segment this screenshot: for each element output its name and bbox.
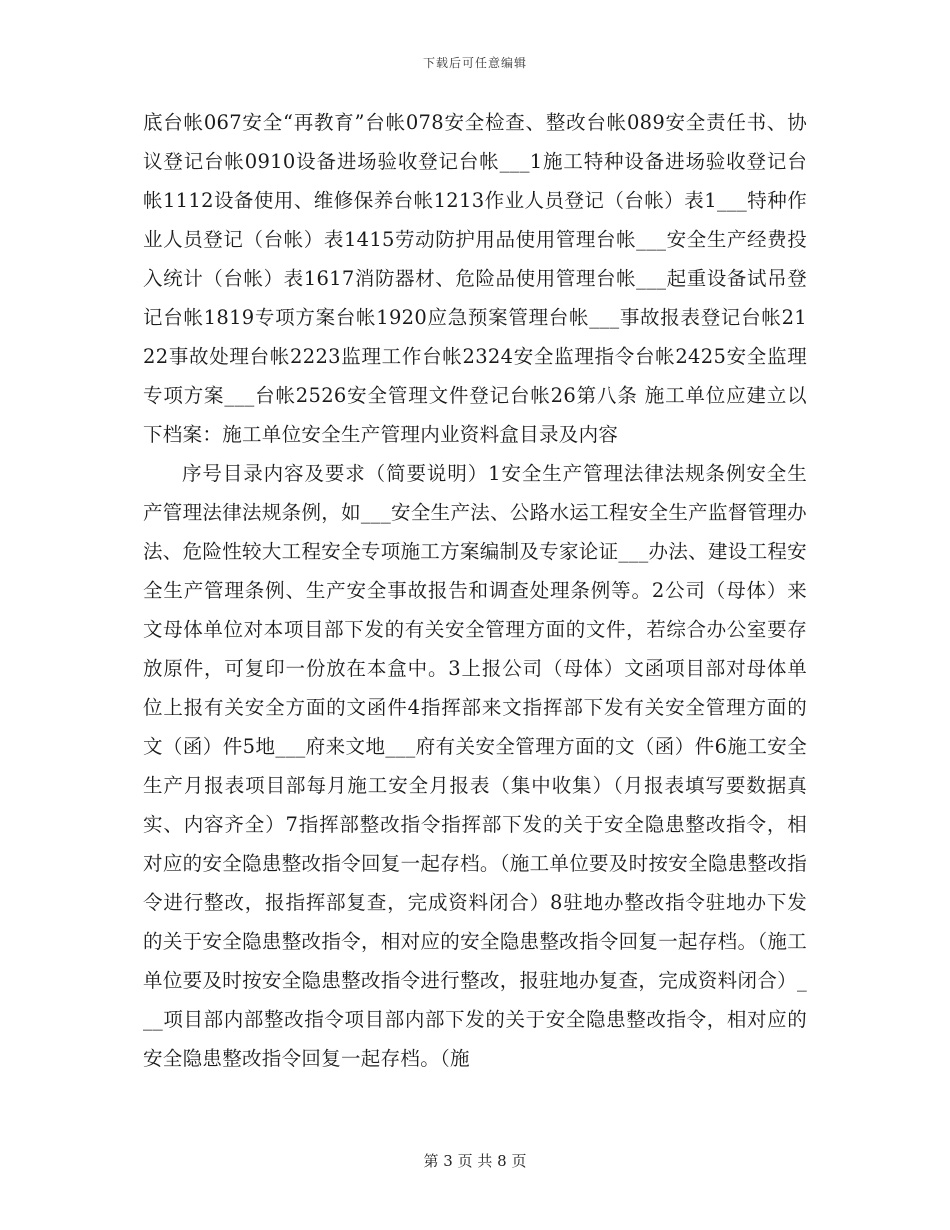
body-paragraph-2: 序号目录内容及要求（简要说明）1安全生产管理法律法规条例安全生产管理法律法规条例，如___安全生产法、公路水运工程安全生产监督管理办法、危险性较大工程安全专项施工方案编制及专家论证___办法、建设工程安全生产管理条例、生产安全事故报告和调查处理条例等。2公司（母体）来文母体单位对本项目部下发的有关安全管理方面的文件，若综合办公室要存放原件，可复印一份放在本盒中。3上报公司（母体）文函项目部对母体单位上报有关安全方面的文函件4指挥部来文指挥部下发有关安全管理方面的文（函）件5地___府来文地___府有关安全管理方面的文（函）件6施工安全生产月报表项目部每月施工安全月报表（集中收集）（月报表填写要数据真实、内容齐全）7指挥部整改指令指挥部下发的关于安全隐患整改指令，相对应的安全隐患整改指令回复一起存档。（施工单位要及时按安全隐患整改指令进行整改，报指挥部复查，完成资料闭合）8驻地办整改指令驻地办下发的关于安全隐患整改指令，相对应的安全隐患整改指令回复一起存档。（施工单位要及时按安全隐患整改指令进行整改，报驻地办复查，完成资料闭合）___项目部内部整改指令项目部内部下发的关于安全隐患整改指令，相对应的安全隐患整改指令回复一起存档。（施 — [143, 462, 807, 1070]
page-header-note: 下载后可任意编辑 — [422, 56, 527, 70]
page-number: 第 3 页 共 8 页 — [423, 1152, 527, 1170]
document-body — [143, 103, 807, 1078]
body-paragraph-1: 底台帐067安全“再教育”台帐078安全检查、整改台帐089安全责任书、协议登记台帐0910设备进场验收登记台帐___1施工特种设备进场验收登记台帐1112设备使用、维修保养台帐1213作业人员登记（台帐）表1___特种作业人员登记（台帐）表1415劳动防护用品使用管理台帐___安全生产经费投入统计（台帐）表1617消防器材、危险品使用管理台帐___起重设备试吊登记台帐1819专项方案台帐1920应急预案管理台帐___事故报表登记台帐2122事故处理台帐2223监理工作台帐2324安全监理指令台帐2425安全监理专项方案___台帐2526安全管理文件登记台帐26第八条 施工单位应建立以下档案：施工单位安全生产管理内业资料盒目录及内容 — [143, 111, 807, 446]
